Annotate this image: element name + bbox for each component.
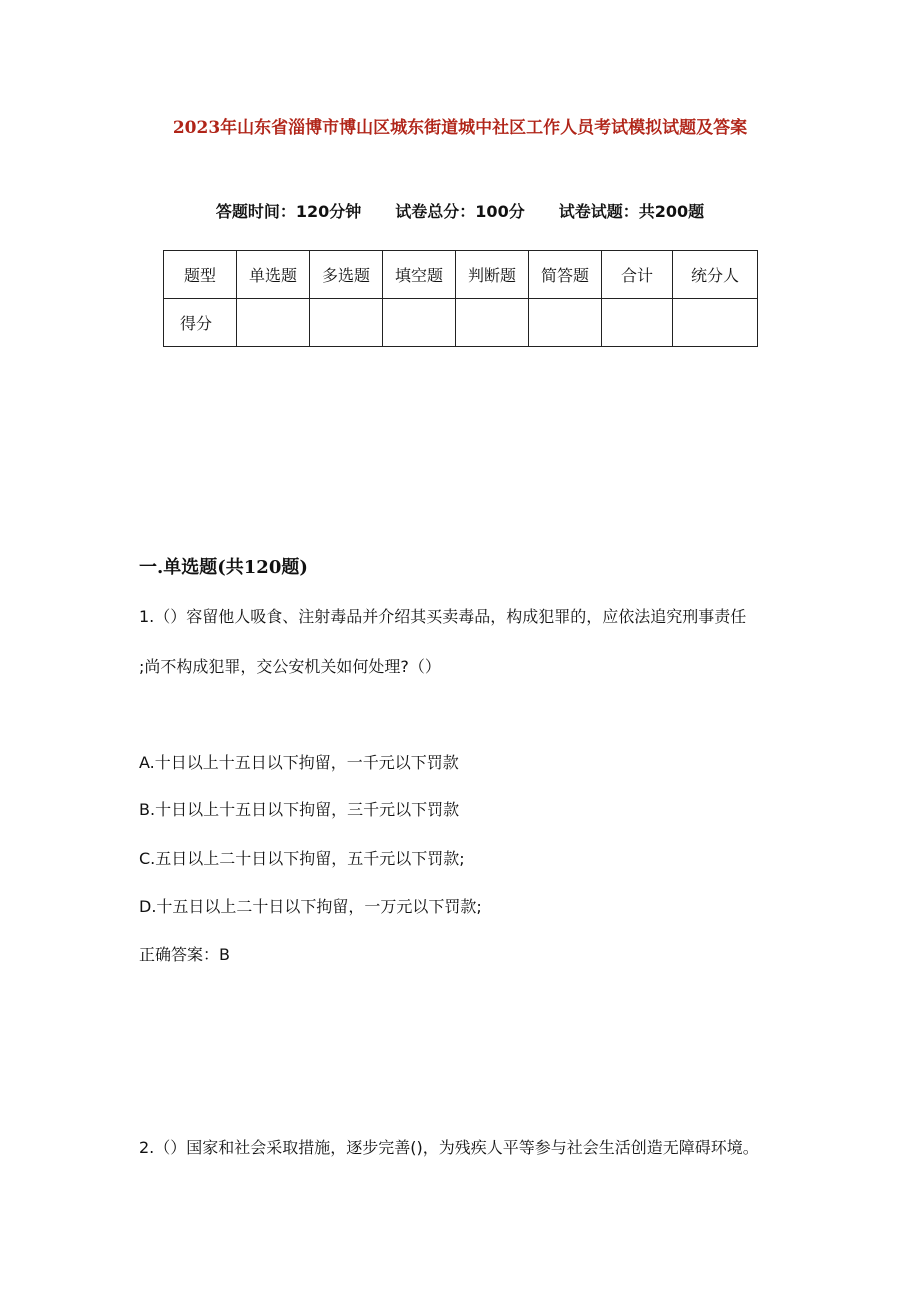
score-table-header-row (164, 251, 758, 299)
exam-time: 答题时间：120分钟 (215, 202, 362, 221)
header-cell-fill-blank: 填空题 (383, 251, 456, 299)
header-cell-type: 题型 (164, 251, 237, 299)
score-cell (383, 299, 456, 347)
question-1-answer: 正确答案：B (139, 945, 230, 964)
exam-question-count: 试卷试题：共200题 (558, 202, 705, 221)
question-1-option-d: D.十五日以上二十日以下拘留，一万元以下罚款; (139, 897, 482, 916)
score-cell (602, 299, 673, 347)
header-cell-total: 合计 (602, 251, 673, 299)
question-1-option-a: A.十日以上十五日以下拘留，一千元以下罚款 (139, 753, 459, 772)
score-cell (529, 299, 602, 347)
header-cell-short-answer: 简答题 (529, 251, 602, 299)
exam-total-score: 试卷总分：100分 (395, 202, 525, 221)
question-1-text-line-2: ;尚不构成犯罪，交公安机关如何处理?（） (139, 657, 441, 676)
exam-info (0, 199, 920, 222)
question-1-text-line-1: 1.（）容留他人吸食、注射毒品并介绍其买卖毒品，构成犯罪的，应依法追究刑事责任 (139, 607, 747, 626)
header-cell-scorer: 统分人 (673, 251, 758, 299)
header-cell-true-false: 判断题 (456, 251, 529, 299)
question-1-option-c: C.五日以上二十日以下拘留，五千元以下罚款; (139, 849, 465, 868)
score-cell (456, 299, 529, 347)
score-cell (310, 299, 383, 347)
question-1-option-b: B.十日以上十五日以下拘留，三千元以下罚款 (139, 800, 460, 819)
document-title: 2023年山东省淄博市博山区城东街道城中社区工作人员考试模拟试题及答案 (172, 118, 748, 138)
section-heading: 一.单选题(共120题) (139, 557, 308, 578)
question-2-text-line-1: 2.（）国家和社会采取措施，逐步完善()，为残疾人平等参与社会生活创造无障碍环境。 (139, 1138, 759, 1157)
score-row-label: 得分 (164, 299, 237, 347)
score-table-score-row (164, 299, 758, 347)
header-cell-multiple-choice: 多选题 (310, 251, 383, 299)
score-table (163, 250, 758, 347)
score-cell (673, 299, 758, 347)
header-cell-single-choice: 单选题 (237, 251, 310, 299)
score-cell (237, 299, 310, 347)
